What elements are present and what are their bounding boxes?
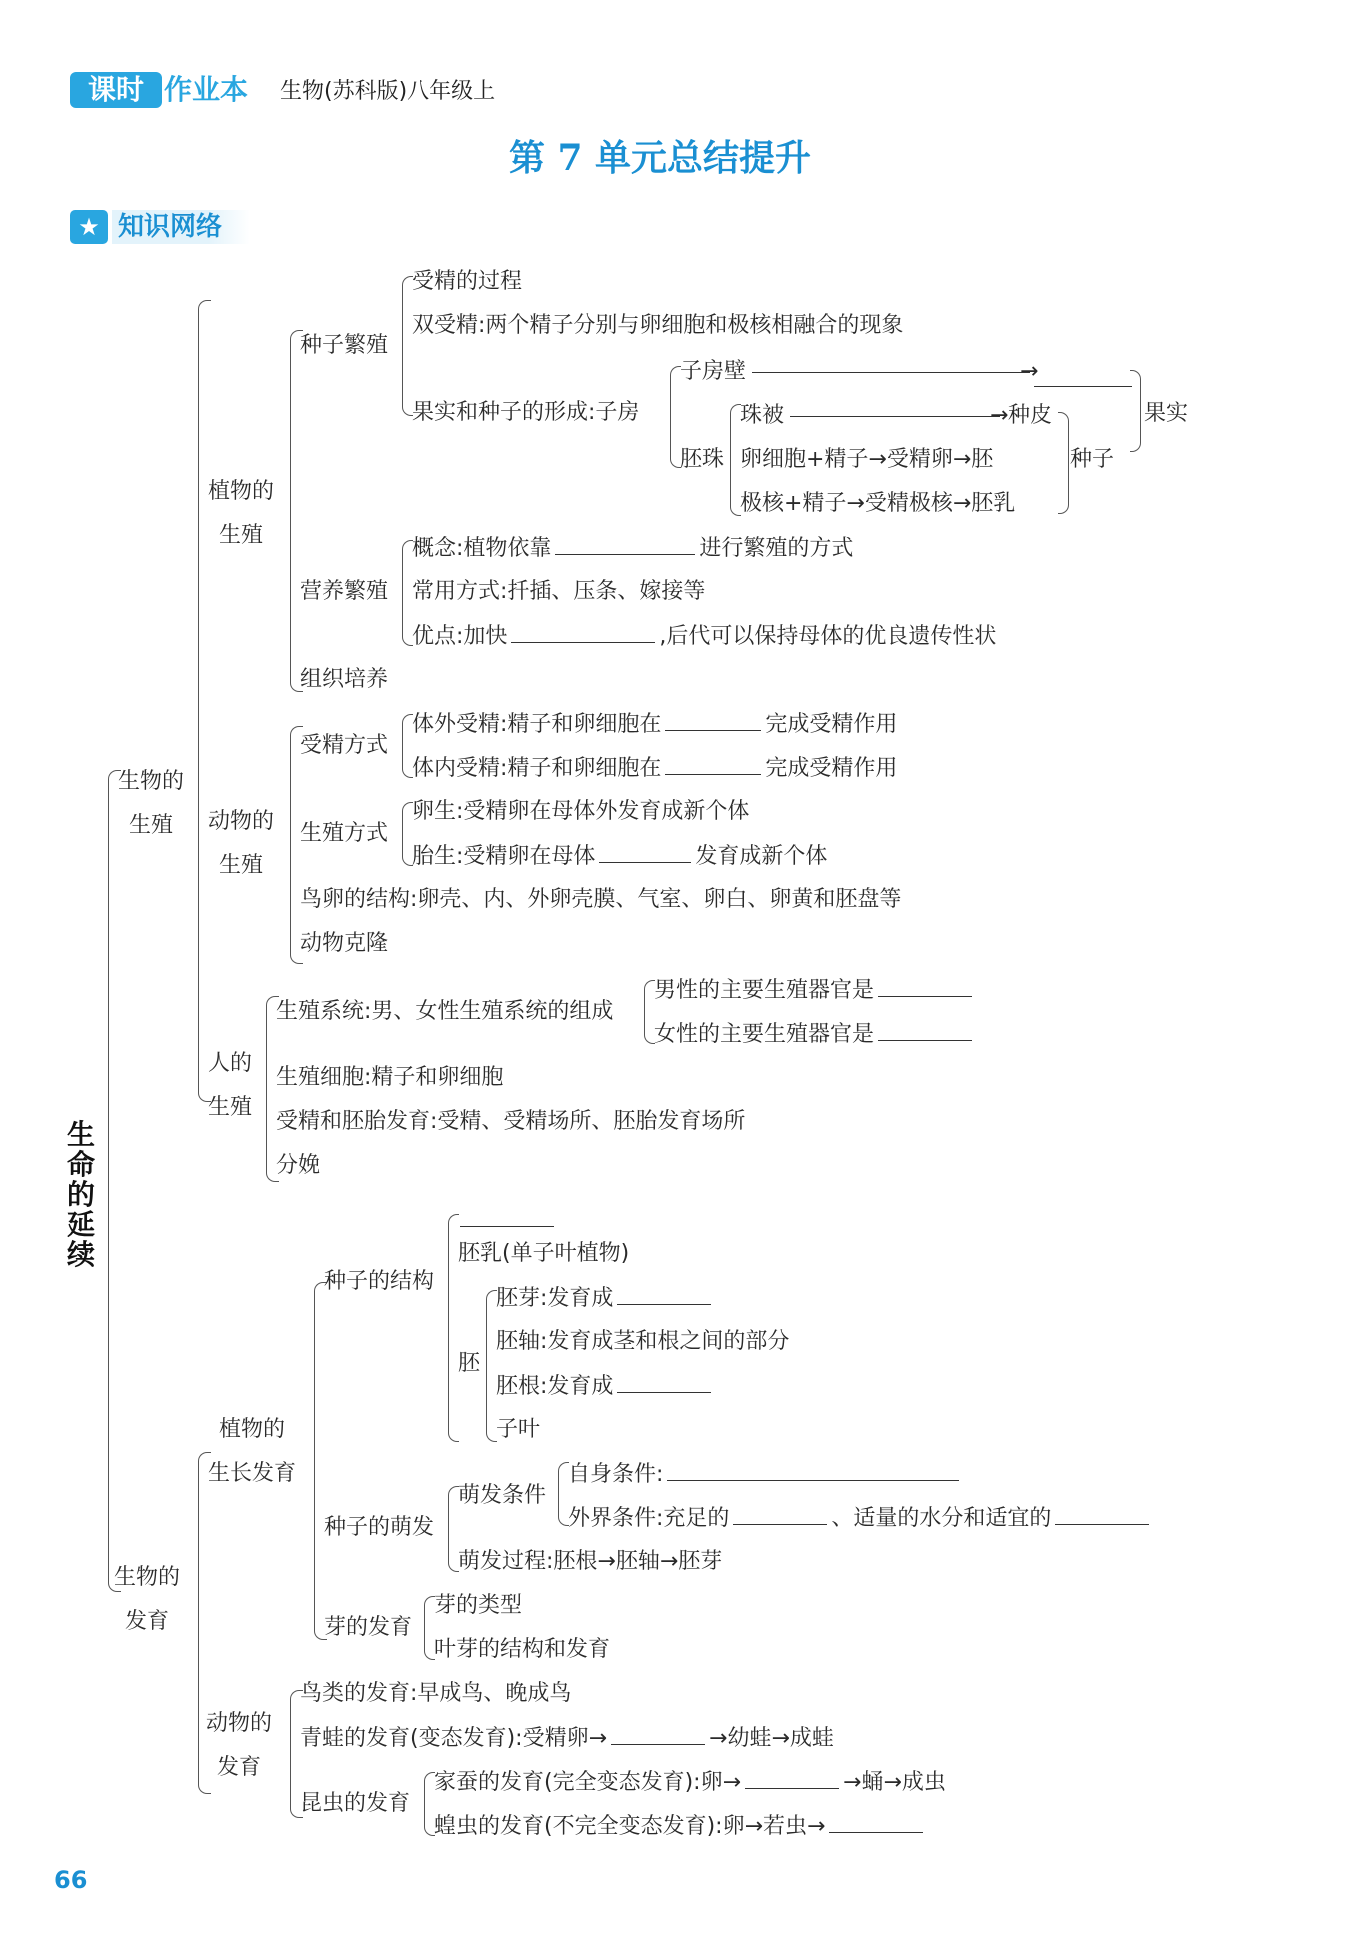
answer-blank[interactable] [460, 1206, 554, 1227]
node-plant-repro: 植物的 生殖 [208, 479, 275, 548]
male-organ: 男性的主要生殖器官是 [654, 976, 972, 1005]
childbirth: 分娩 [276, 1153, 321, 1178]
answer-blank[interactable] [617, 1372, 711, 1393]
female-organ: 女性的主要生殖器官是 [654, 1020, 972, 1049]
fruit-seed: 果实和种子的形成:子房 [412, 400, 640, 425]
bird-egg: 鸟卵的结构:卵壳、内、外卵壳膜、气室、卵白、卵黄和胚盘等 [300, 887, 902, 912]
node-repro-method: 生殖方式 [300, 821, 389, 846]
answer-blank[interactable] [878, 976, 972, 997]
embryo: 胚 [458, 1351, 481, 1376]
endosperm: 胚乳(单子叶植物) [458, 1241, 630, 1266]
answer-blank[interactable] [1055, 1504, 1149, 1525]
veg-advantage: 优点:加快 ,后代可以保持母体的优良遗传性状 [412, 624, 997, 649]
polar-sperm: 极核+精子→受精极核→胚乳 [740, 491, 1016, 516]
node-germ-cond: 萌发条件 [458, 1483, 547, 1508]
plant-repro-bracket [290, 330, 303, 692]
plant-growth-bracket [314, 1282, 327, 1640]
leaf-bud: 叶芽的结构和发育 [434, 1637, 611, 1662]
answer-blank[interactable] [878, 1020, 972, 1041]
radicle: 胚根:发育成 [496, 1372, 711, 1401]
node-germination: 种子的萌发 [324, 1515, 435, 1540]
seed-coat: 种皮 [1008, 403, 1053, 428]
seed-bracket [1058, 412, 1069, 514]
fruit-bracket [1130, 370, 1141, 452]
node-fert-method: 受精方式 [300, 733, 389, 758]
silkworm-dev: 家蚕的发育(完全变态发育):卵→ →蛹→成虫 [434, 1770, 946, 1795]
answer-blank[interactable] [665, 710, 761, 731]
double-fert: 双受精:两个精子分别与卵细胞和极核相融合的现象 [412, 313, 904, 338]
answer-blank[interactable] [617, 1284, 711, 1305]
page-number: 66 [54, 1866, 88, 1894]
ext-fert: 体外受精:精子和卵细胞在 完成受精作用 [412, 712, 898, 737]
germ-cells: 生殖细胞:精子和卵细胞 [276, 1065, 504, 1090]
bud-types: 芽的类型 [434, 1593, 523, 1618]
node-human-repro: 人的 生殖 [208, 1051, 253, 1120]
seed: 种子 [1070, 447, 1115, 472]
answer-blank[interactable] [829, 1812, 923, 1833]
self-cond: 自身条件: [568, 1460, 959, 1489]
veg-methods: 常用方式:扦插、压条、嫁接等 [412, 579, 706, 604]
star-icon: ★ [70, 210, 108, 244]
arrow-line [752, 372, 1030, 373]
bird-dev: 鸟类的发育:早成鸟、晚成鸟 [300, 1681, 572, 1706]
viviparous: 胎生:受精卵在母体 发育成新个体 [412, 844, 828, 869]
fert-process: 受精的过程 [412, 269, 523, 294]
page-title: 第 7 单元总结提升 [508, 137, 812, 179]
tissue-culture: 组织培养 [300, 667, 389, 692]
answer-blank[interactable] [611, 1724, 705, 1745]
cotyledon: 子叶 [496, 1417, 541, 1442]
answer-blank[interactable] [745, 1768, 839, 1789]
arrow-head: → [990, 403, 1009, 428]
fruit: 果实 [1144, 401, 1189, 426]
arrow-line [790, 416, 1000, 417]
node-plant-growth: 植物的 生长发育 [208, 1417, 297, 1486]
node-reproduction: 生物的 生殖 [118, 769, 185, 838]
hypocotyl: 胚轴:发育成茎和根之间的部分 [496, 1329, 790, 1354]
answer-blank[interactable] [555, 534, 695, 555]
answer-blank[interactable] [511, 622, 655, 643]
node-insect-dev: 昆虫的发育 [300, 1791, 411, 1816]
integument: 珠被 [740, 403, 785, 428]
root-label: 生命的延续 [66, 1118, 95, 1271]
ovary-wall: 子房壁 [680, 359, 747, 384]
fert-embryo: 受精和胚胎发育:受精、受精场所、胚胎发育场所 [276, 1109, 746, 1134]
repro-system: 生殖系统:男、女性生殖系统的组成 [276, 999, 614, 1024]
reproduction-bracket [198, 300, 211, 1102]
oviparous: 卵生:受精卵在母体外发育成新个体 [412, 799, 750, 824]
node-development: 生物的 发育 [114, 1565, 181, 1634]
root-bracket [108, 770, 121, 1592]
plumule: 胚芽:发育成 [496, 1284, 711, 1313]
seed-repro-bracket [402, 276, 413, 416]
logo-zuoyeben: 作业本 [164, 73, 249, 106]
answer-blank[interactable] [733, 1504, 827, 1525]
int-fert: 体内受精:精子和卵细胞在 完成受精作用 [412, 756, 898, 781]
answer-blank[interactable] [667, 1460, 959, 1481]
arrow-head: → [1020, 359, 1039, 384]
veg-concept: 概念:植物依靠 进行繁殖的方式 [412, 536, 854, 561]
logo-keshi: 课时 [70, 72, 162, 108]
node-seed-repro: 种子繁殖 [300, 333, 389, 358]
answer-blank[interactable] [665, 754, 761, 775]
node-animal-dev: 动物的 发育 [206, 1711, 273, 1780]
egg-sperm: 卵细胞+精子→受精卵→胚 [740, 447, 994, 472]
ovule: 胚珠 [680, 447, 725, 472]
locust-dev: 蝗虫的发育(不完全变态发育):卵→若虫→ [434, 1812, 923, 1841]
node-seed-structure: 种子的结构 [324, 1269, 435, 1294]
ext-cond: 外界条件:充足的 、适量的水分和适宜的 [568, 1504, 1149, 1533]
frog-dev: 青蛙的发育(变态发育):受精卵→ →幼蛙→成蛙 [300, 1726, 834, 1751]
book-subtitle: 生物(苏科版)八年级上 [280, 79, 496, 104]
section-label: 知识网络 [112, 210, 250, 244]
answer-blank[interactable] [1034, 366, 1132, 387]
germ-process: 萌发过程:胚根→胚轴→胚芽 [458, 1549, 723, 1574]
node-veg-repro: 营养繁殖 [300, 579, 389, 604]
node-bud-dev: 芽的发育 [324, 1615, 413, 1640]
animal-clone: 动物克隆 [300, 931, 389, 956]
answer-blank[interactable] [599, 842, 691, 863]
node-animal-repro: 动物的 生殖 [208, 809, 275, 878]
